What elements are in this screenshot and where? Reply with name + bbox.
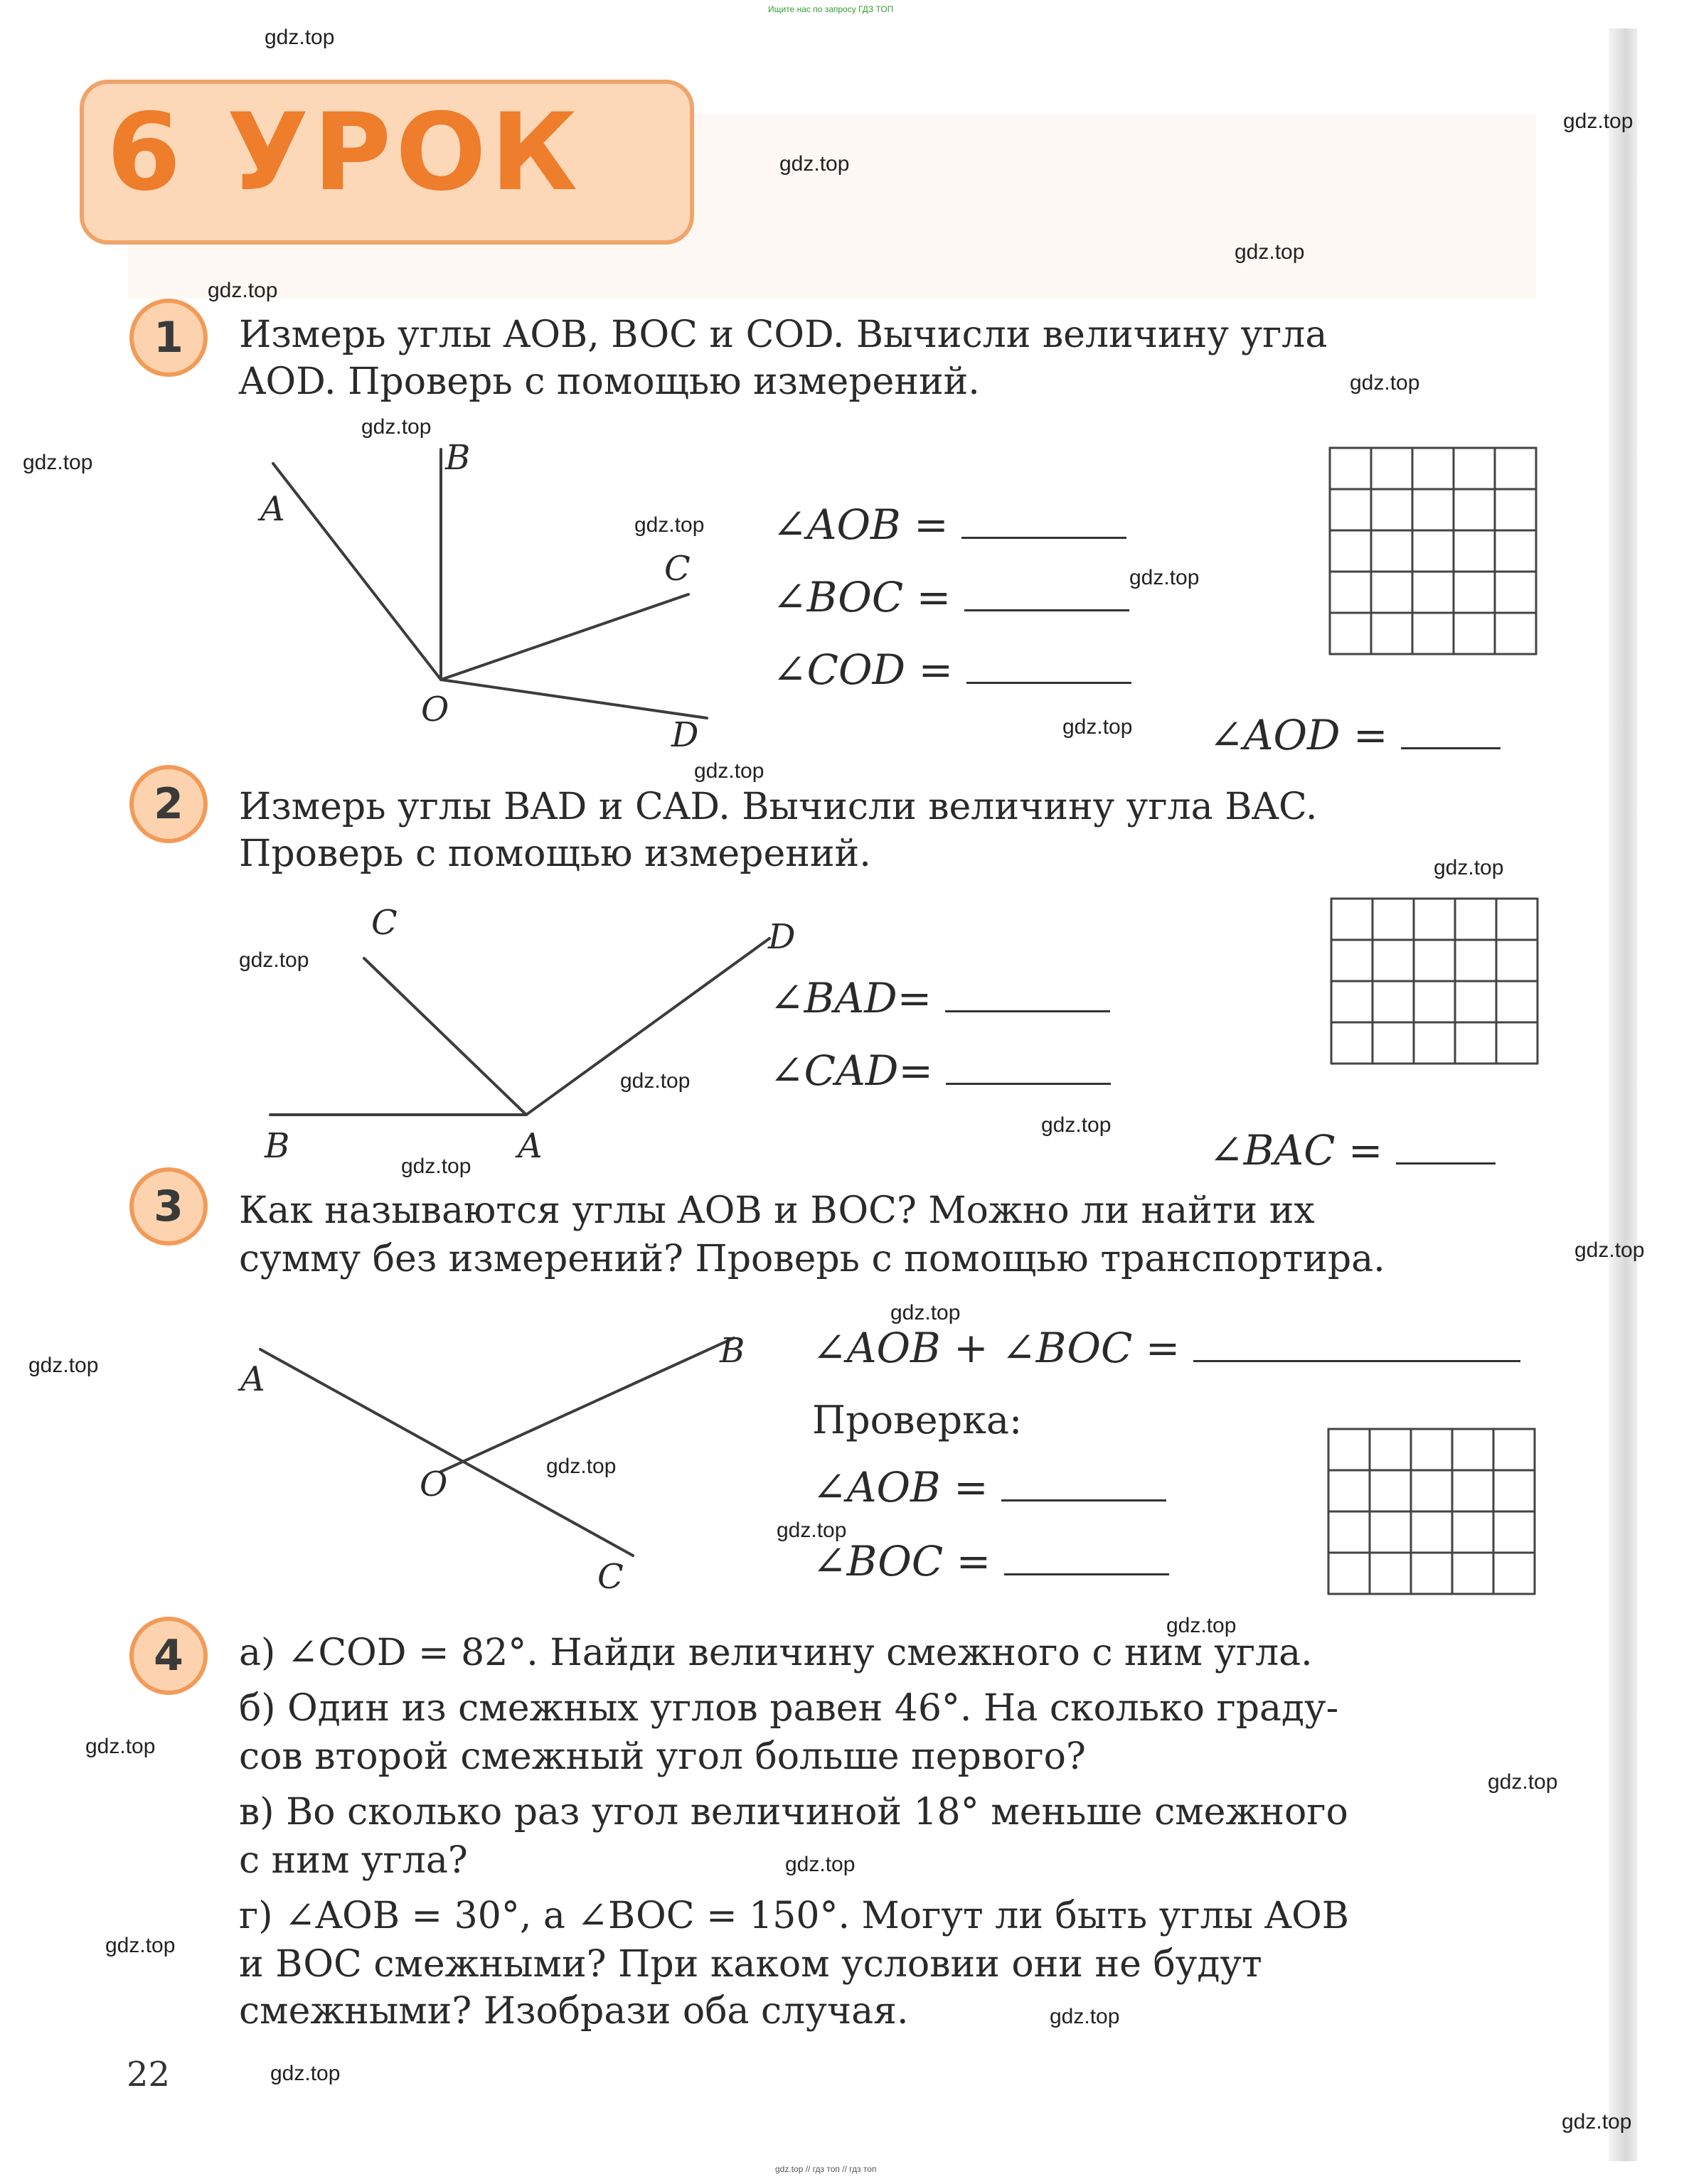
watermark: gdz.top xyxy=(1350,371,1420,395)
eq-boc-check: ∠BOC = xyxy=(812,1537,1169,1585)
watermark: gdz.top xyxy=(23,451,93,474)
eq-boc: ∠BOC = xyxy=(772,573,1129,621)
check-label: Проверка: xyxy=(812,1398,1023,1442)
task-3-line-2: сумму без измерений? Проверь с помощью транспортира. xyxy=(239,1238,1385,1280)
task-4-d-2: и BOC смежными? При каком условии они не будут xyxy=(239,1943,1262,1986)
ray-OD-1 xyxy=(441,680,707,718)
watermark: gdz.top xyxy=(779,152,850,176)
watermark: gdz.top xyxy=(270,2062,341,2085)
answer-grid-2[interactable] xyxy=(1330,897,1543,1068)
label-C-3: C xyxy=(597,1557,624,1597)
watermark: gdz.top xyxy=(634,513,705,537)
watermark: gdz.top xyxy=(1563,109,1634,133)
label-A-2: A xyxy=(518,1126,543,1166)
eq-aod: ∠AOD = xyxy=(1209,711,1501,759)
task-4-badge: 4 xyxy=(129,1617,208,1695)
watermark: gdz.top xyxy=(1434,856,1504,879)
task-4-c-1: в) Во сколько раз угол величиной 18° меньше смежного xyxy=(239,1791,1348,1834)
watermark: gdz.top xyxy=(361,415,432,439)
task-1-line-2: AOD. Проверь с помощью измерений. xyxy=(239,360,980,403)
watermark: gdz.top xyxy=(694,759,764,783)
top-note: Ищите нас по запросу ГДЗ ТОП xyxy=(768,4,894,14)
watermark: gdz.top xyxy=(1562,2110,1632,2134)
label-O-1: O xyxy=(421,690,449,729)
eq-aob-check: ∠AOB = xyxy=(812,1463,1166,1511)
watermark: gdz.top xyxy=(1235,240,1305,264)
label-O-3: O xyxy=(420,1465,448,1504)
page-number: 22 xyxy=(127,2055,171,2094)
line-AC-3 xyxy=(260,1349,633,1556)
watermark: gdz.top xyxy=(28,1354,99,1377)
eq-cod: ∠COD = xyxy=(772,646,1131,694)
watermark: gdz.top xyxy=(208,279,278,302)
task-2-badge: 2 xyxy=(129,765,208,843)
answer-grid-1[interactable] xyxy=(1328,446,1542,660)
label-D-1: D xyxy=(671,715,699,755)
label-D-2: D xyxy=(768,917,796,957)
task-4-d-3: смежными? Изобрази оба случая. xyxy=(239,1990,909,2033)
watermark: gdz.top xyxy=(1041,1113,1112,1137)
ray-OB-3 xyxy=(441,1338,734,1472)
label-B-2: B xyxy=(265,1126,290,1166)
eq-sum: ∠AOB + ∠BOC = xyxy=(812,1324,1520,1372)
watermark: gdz.top xyxy=(1488,1770,1558,1794)
label-A-1: A xyxy=(260,489,285,529)
task-4-a: а) ∠COD = 82°. Найди величину смежного с ним угла. xyxy=(239,1632,1313,1674)
task-4-b-2: сов второй смежный угол больше первого? xyxy=(239,1735,1086,1778)
label-B-1: B xyxy=(445,438,471,478)
watermark: gdz.top xyxy=(1574,1238,1645,1262)
watermark: gdz.top xyxy=(1166,1614,1237,1637)
watermark: gdz.top xyxy=(785,1853,856,1876)
watermark: gdz.top xyxy=(1050,2005,1120,2028)
watermark: gdz.top xyxy=(265,26,335,49)
task-4-b-1: б) Один из смежных углов равен 46°. На сколько граду- xyxy=(239,1687,1339,1730)
task-1-line-1: Измерь углы AOB, BOC и COD. Вычисли величину угла xyxy=(239,314,1328,356)
answer-grid-3[interactable] xyxy=(1327,1428,1540,1598)
ray-OA-1 xyxy=(273,464,441,680)
watermark: gdz.top xyxy=(1129,566,1200,589)
watermark: gdz.top xyxy=(85,1735,156,1758)
task-4-d-1: г) ∠AOB = 30°, а ∠BOC = 150°. Могут ли быть углы AOB xyxy=(239,1895,1349,1937)
task-1-badge: 1 xyxy=(129,299,208,377)
task-4-c-2: с ним угла? xyxy=(239,1839,468,1882)
watermark: gdz.top xyxy=(890,1301,961,1324)
watermark: gdz.top xyxy=(401,1155,471,1178)
watermark: gdz.top xyxy=(105,1934,176,1957)
label-B-3: B xyxy=(720,1331,745,1371)
watermark: gdz.top xyxy=(1062,715,1133,739)
watermark: gdz.top xyxy=(777,1519,847,1542)
ray-OC-1 xyxy=(441,594,688,680)
bottom-note: gdz.top // гдз топ // гдз топ xyxy=(775,2164,877,2174)
lesson-title: 6 УРОК xyxy=(107,91,582,215)
label-A-3: A xyxy=(240,1359,265,1399)
label-C-2: C xyxy=(371,903,398,943)
watermark: gdz.top xyxy=(620,1069,691,1093)
eq-bac: ∠BAC = xyxy=(1209,1126,1496,1174)
watermark: gdz.top xyxy=(239,948,309,972)
watermark: gdz.top xyxy=(546,1455,617,1478)
eq-aob: ∠AOB = xyxy=(772,500,1126,549)
task-2-line-2: Проверь с помощью измерений. xyxy=(239,833,871,875)
task-2-line-1: Измерь углы BAD и CAD. Вычисли величину угла BAC. xyxy=(239,786,1318,828)
task-3-badge: 3 xyxy=(129,1167,208,1246)
eq-cad: ∠CAD= xyxy=(769,1046,1111,1095)
task-3-line-1: Как называются углы AOB и BOC? Можно ли найти их xyxy=(239,1189,1315,1232)
label-C-1: C xyxy=(664,549,691,589)
ray-AC-2 xyxy=(364,958,526,1115)
eq-bad: ∠BAD= xyxy=(769,974,1110,1022)
